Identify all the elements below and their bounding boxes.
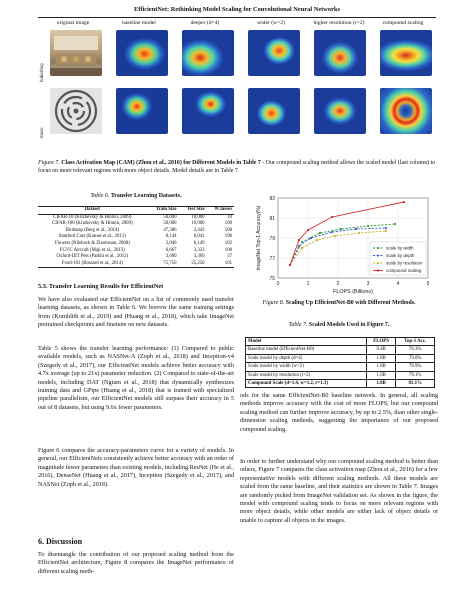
figure7-caption-rest: - Our compound scaling method allows the scaled model (last column) to focus on more relevant regions with more object details. Model details are in Table 7. <box>38 160 436 175</box>
bakeshop-cam-compound <box>380 30 432 76</box>
table-cell: 3,369 <box>193 254 205 260</box>
data-point <box>403 201 405 203</box>
table-cell: 2,040 <box>165 240 177 246</box>
row-label-maze: maze <box>40 127 45 138</box>
table-cell: 10 <box>227 214 232 220</box>
table-cell: 500 <box>224 227 232 233</box>
col-head-original: original image <box>56 20 90 26</box>
legend-marker <box>377 269 379 271</box>
maze-cam-baseline <box>116 88 168 134</box>
table-cell: 3,333 <box>193 247 205 253</box>
table-row <box>246 380 435 388</box>
section-5-3-paragraph-1: We have also evaluated our EfficientNet on a list of commonly used transfer learning datasets, as shown in Table 6. We borrow the same training settings from (Kornblith et al., 2019) and (Huang et al., 2018), which take ImageNet pretrained checkpoints and finetune on new datasets. <box>38 296 234 329</box>
y-axis-label: ImageNet Top-1 Accuracy(%) <box>256 205 262 271</box>
table-cell: 79.0% <box>396 354 435 362</box>
bakeshop-original-image <box>50 30 102 76</box>
maze-cam-resolution <box>314 88 366 134</box>
table6-caption <box>38 193 234 199</box>
table-row <box>246 346 435 354</box>
figure8-caption <box>240 300 438 306</box>
maze-original-image <box>50 88 102 134</box>
data-point <box>301 247 303 249</box>
table-cell: 8,041 <box>193 234 205 240</box>
header-rule <box>38 17 436 18</box>
table-cell: 101 <box>224 260 232 266</box>
legend-marker <box>377 254 379 256</box>
data-point <box>385 227 387 229</box>
table6-header-row <box>38 207 234 215</box>
y-tick-label: 81 <box>269 215 275 222</box>
table-cell: 6,149 <box>193 240 205 246</box>
bakeshop-cam-wider <box>248 30 300 76</box>
figure7-caption-bold: Class Activation Map (CAM) (Zhou et al., 2016) for Different Models in Table 7 <box>61 160 261 166</box>
legend-label: scale by depth <box>386 253 415 259</box>
table-cell: 2,443 <box>193 227 205 233</box>
figure7-caption-label: Figure 7. <box>38 160 60 166</box>
table-cell: Food-101 (Bossard et al., 2014) <box>61 260 123 266</box>
data-point <box>334 235 336 237</box>
row-label-bakeshop: bakeshop <box>40 63 45 82</box>
table-cell: 25,250 <box>191 260 205 266</box>
table-cell: CIFAR-10 (Krizhevsky & Hinton, 2009) <box>53 214 132 220</box>
data-point <box>319 232 321 234</box>
table-cell: 8,144 <box>165 234 177 240</box>
table-cell: Stanford Cars (Krause et al., 2013) <box>58 234 126 240</box>
table7-header: Model <box>246 338 367 346</box>
col-head-baseline: baseline model <box>122 20 156 26</box>
table-cell: 6,667 <box>165 247 177 253</box>
maze-cam-deeper <box>182 88 234 134</box>
table-cell: 79.1% <box>396 371 435 379</box>
table-row <box>38 214 234 221</box>
table-cell: 50,000 <box>163 221 177 227</box>
table6-caption-text: Transfer Learning Datasets. <box>110 193 182 199</box>
table-cell: Flowers (Nilsback & Zisserman, 2008) <box>54 240 130 246</box>
table-row <box>38 221 234 228</box>
table-cell: 100 <box>224 221 232 227</box>
table7-caption <box>240 322 438 328</box>
table-cell: 81.1% <box>396 380 435 388</box>
table-cell: CIFAR-100 (Krizhevsky & Hinton, 2009) <box>52 221 133 227</box>
table7-header-row <box>246 338 435 346</box>
table-cell: 1.8B <box>366 354 396 362</box>
data-point <box>307 229 309 231</box>
y-tick-label: 77 <box>269 255 275 262</box>
maze-cam-wider <box>248 88 300 134</box>
x-tick-label: 2 <box>336 281 340 287</box>
data-point <box>310 237 312 239</box>
table-cell: 1.8B <box>366 363 396 371</box>
table-cell: FGVC Aircraft (Maji et al., 2013) <box>59 247 125 253</box>
table-cell: 1.8B <box>366 380 396 388</box>
right-column-paragraph-2: In order to further understand why our compound scaling method is better than others, Figure 7 compares the class activation map (Zhou et al., 2016) for a few representative models with different scaling methods. All these models are scaled from the same baseline, and their statistics are shown in Table 7. Images are randomly picked from ImageNet validation set. As shown in the figure, the model with compound scaling tends to focus on more relevant regions with more object details, while other models are either lack of object details or unable to capture all objects in the images. <box>240 458 438 524</box>
table-cell: 47,386 <box>163 227 177 233</box>
data-point <box>289 264 291 266</box>
table-cell: Scale model by resolution (r=2) <box>246 371 367 379</box>
running-header: EfficientNet: Rethinking Model Scaling for Convolutional Neural Networks <box>134 6 340 13</box>
col-head-resolution: higher resolution (r=2) <box>313 20 365 26</box>
section-6-paragraph-1: To disentangle the contribution of our proposed scaling method from the EfficientNet architecture, Figure 8 compares the ImageNet performance of different scaling meth- <box>38 551 234 575</box>
table-row <box>38 254 234 261</box>
figure7 <box>38 20 436 156</box>
table7-caption-label: Table 7. <box>288 322 308 328</box>
x-tick-label: 0 <box>276 281 280 287</box>
figure8-caption-text: Scaling Up EfficientNet-B0 with Different Methods. <box>285 300 416 306</box>
table-row <box>38 234 234 241</box>
data-point <box>340 228 342 230</box>
data-point <box>358 232 360 234</box>
section-5-3-paragraph-2: Table 5 shows the transfer learning performance: (1) Compared to public available models, such as NASNet-A (Zoph et al., 2018) and Inception-v4 (Szegedy et al., 2017), our EfficientNet models achieve better accuracy with 4.7x average (up to 21x) parameter reduction. (2) Compared to state-of-the-art models, including DAT (Ngiam et al., 2018) that dynamically synthesizes training data and GPipe (Huang et al., 2018) that is trained with specialized pipeline parallelism, our EfficientNet models still surpass their accuracy in 5 out of 8 datasets, but using 9.6x fewer parameters. <box>38 345 234 411</box>
table7-header: Top-1 Acc. <box>396 338 435 346</box>
table-cell: 10,000 <box>191 221 205 227</box>
data-point <box>298 245 300 247</box>
x-tick-label: 1 <box>306 281 310 287</box>
section-6-title: 6. Discussion <box>38 537 83 546</box>
table-cell: 75,750 <box>163 260 177 266</box>
table-row <box>38 228 234 235</box>
table-cell: 100 <box>224 247 232 253</box>
col-head-deeper: deeper (d=4) <box>190 20 220 26</box>
data-point <box>331 231 333 233</box>
data-point <box>385 230 387 232</box>
table-cell: 102 <box>224 240 232 246</box>
bakeshop-cam-deeper <box>182 30 234 76</box>
table-cell: Baseline model (EfficientNet-B0) <box>246 346 367 354</box>
col-head-compound: compound scaling <box>382 20 424 26</box>
y-tick-label: 75 <box>269 275 275 282</box>
data-point <box>355 228 357 230</box>
table7-header: FLOPS <box>366 338 396 346</box>
table-cell: 10,000 <box>191 214 205 220</box>
data-point <box>298 239 300 241</box>
bakeshop-cam-resolution <box>314 30 366 76</box>
x-axis-label: FLOPS (Billions) <box>333 289 373 295</box>
table7 <box>245 337 435 388</box>
table6-header: Dataset <box>38 207 147 215</box>
x-tick-label: 4 <box>396 281 400 287</box>
legend-label: compound scaling <box>386 268 422 274</box>
section-5-3-title: 5.3. Transfer Learning Results for EfficientNet <box>38 283 164 290</box>
table-cell: 0.4B <box>366 346 396 354</box>
y-tick-label: 79 <box>269 235 275 242</box>
x-tick-label: 3 <box>366 281 370 287</box>
data-point <box>331 216 333 218</box>
table-cell: Compound Scale (d=1.4, w=1.2, r=1.3) <box>246 380 367 388</box>
x-tick-label: 5 <box>426 281 430 287</box>
legend-marker <box>377 247 379 249</box>
bakeshop-cam-baseline <box>116 30 168 76</box>
table6-header: Train Size <box>147 207 179 215</box>
section-5-3-paragraph-3: Figure 6 compares the accuracy-parameters curve for a variety of models. In general, our EfficientNets consistently achieve better accuracy with an order of magnitude fewer parameters than existing models, including ResNet (He et al., 2016), DenseNet (Huang et al., 2017), Inception (Szegedy et al., 2017), and NASNet (Zoph et al., 2018). <box>38 447 234 488</box>
table-cell: 76.3% <box>396 346 435 354</box>
legend-marker <box>377 262 379 264</box>
table-cell: Scale model by width (w=2) <box>246 363 367 371</box>
data-point <box>316 239 318 241</box>
table-row <box>246 363 435 371</box>
table6-header: #Classes <box>207 207 234 215</box>
table6-caption-label: Table 6. <box>90 193 110 199</box>
table-row <box>38 248 234 255</box>
data-point <box>301 241 303 243</box>
table7-caption-text: Scaled Models Used in Figure 7. <box>308 322 390 328</box>
y-tick-label: 83 <box>269 195 275 202</box>
table-cell: Scale model by depth (d=4) <box>246 354 367 362</box>
table-cell: 78.9% <box>396 363 435 371</box>
col-head-wider: wider (w=2) <box>257 20 285 26</box>
table-cell: Birdsnap (Berg et al., 2014) <box>65 227 120 233</box>
right-column-paragraph-1: ods for the same EfficientNet-B0 baseline network. In general, all scaling methods improve accuracy with the cost of more FLOPS, but our compound scaling method can further improve accuracy, by up to 2.5%, than other single-dimension scaling methods, suggesting the importance of our proposed compound scaling. <box>240 392 438 433</box>
maze-cam-compound <box>380 88 432 134</box>
table-cell: Oxford-IIIT Pets (Parkhi et al., 2012) <box>56 254 129 260</box>
table-row <box>246 354 435 362</box>
legend-label: scale by width <box>386 245 414 251</box>
table-cell: 50,000 <box>163 214 177 220</box>
table-cell: 196 <box>224 234 232 240</box>
table-cell: 3,680 <box>165 254 177 260</box>
table6-header: Test Size <box>179 207 207 215</box>
table-row <box>246 371 435 379</box>
figure7-caption <box>38 159 436 175</box>
figure8-caption-label: Figure 8. <box>262 300 285 306</box>
legend-label: scale by resolution <box>386 260 423 266</box>
table-row <box>38 261 234 268</box>
table-cell: 37 <box>227 254 232 260</box>
figure8-chart <box>240 192 438 298</box>
table-cell: 1.9B <box>366 371 396 379</box>
data-point <box>367 225 369 227</box>
table6 <box>38 206 234 268</box>
data-point <box>394 223 396 225</box>
table-row <box>38 241 234 248</box>
